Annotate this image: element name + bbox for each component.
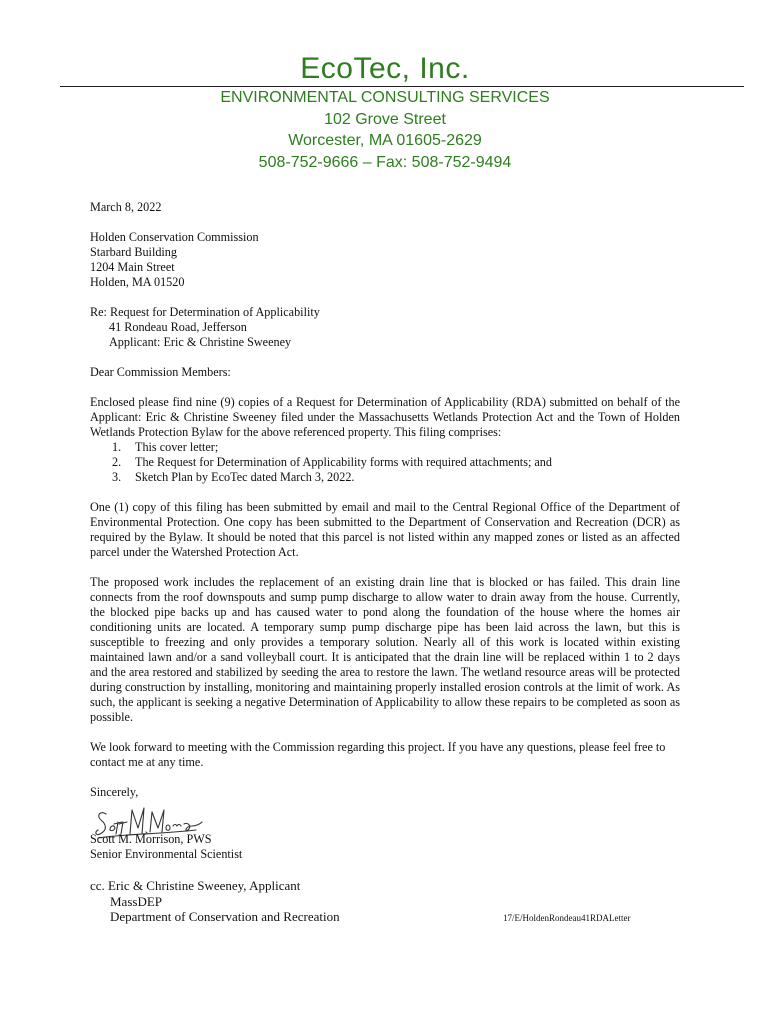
letterhead	[0, 52, 770, 86]
letter-body	[90, 200, 680, 800]
signer-block	[90, 832, 242, 862]
paragraph-proposed-work: The proposed work includes the replacement of an existing drain line that is blocked or has failed. This drain line connects from the roof downspouts and sump pump discharge to allow water to drain away from the house. Currently, the blocked pipe backs up and has caused water to pond along the foundation of the house where the homes air conditioning units are located. A temporary sump pump discharge pipe has been laid across the lawn, but this is susceptible to freezing and only provides a temporary solution. Nearly all of this work is located within existing maintained lawn and/or a sand volleyball court. It is anticipated that the drain line will be replaced within 1 to 2 days and the area restored and stabilized by seeding the area to restore the lawn. The wetland resource areas will be protected during construction by installing, monitoring and maintaining properly installed erosion controls at the limit of work. As such, the applicant is seeking a negative Determination of Applicability to allow these repairs to be completed as soon as possible.	[90, 575, 680, 724]
company-phone-fax: 508-752-9666 – Fax: 508-752-9494	[258, 153, 512, 171]
list-item	[90, 470, 680, 485]
paragraph-closing: We look forward to meeting with the Commission regarding this project. If you have any questions, please feel free to contact me at any time.	[90, 740, 666, 769]
re-block	[90, 305, 680, 350]
signer-title: Senior Environmental Scientist	[90, 847, 243, 861]
list-item-text: Sketch Plan by EcoTec dated March 3, 2022.	[135, 470, 355, 484]
cc-line: MassDEP	[110, 893, 163, 909]
recipient-line: Holden Conservation Commission	[90, 230, 259, 244]
re-property: 41 Rondeau Road, Jefferson	[109, 320, 247, 334]
signer-name: Scott M. Morrison, PWS	[90, 832, 212, 846]
list-item-number: 2.	[112, 455, 122, 469]
file-reference: 17/E/HoldenRondeau41RDALetter	[503, 913, 631, 923]
recipient-line: Holden, MA 01520	[90, 275, 185, 289]
complimentary-close: Sincerely,	[90, 785, 139, 799]
list-item-number: 1.	[112, 440, 122, 454]
letterhead-details	[0, 87, 770, 173]
list-item-text: This cover letter;	[135, 440, 219, 454]
letter-date: March 8, 2022	[90, 200, 162, 214]
paragraph-copies: One (1) copy of this filing has been submitted by email and mail to the Central Regional Office of the Department of Environmental Protection. One copy has been submitted to the Department of Conservation and Recreation (DCR) as required by the Bylaw. It should be noted that this parcel is not listed within any mapped zones or listed as an affected parcel under the Watershed Protection Act.	[90, 500, 680, 559]
re-subject: Re: Request for Determination of Applicability	[90, 305, 320, 319]
list-item-text: The Request for Determination of Applicability forms with required attachments; and	[135, 455, 552, 469]
company-city: Worcester, MA 01605-2629	[288, 132, 482, 149]
cc-line: cc. Eric & Christine Sweeney, Applicant	[90, 878, 301, 893]
list-item	[90, 455, 680, 470]
cc-block	[90, 878, 340, 925]
company-name: EcoTec, Inc.	[300, 52, 470, 85]
company-street: 102 Grove Street	[324, 110, 446, 128]
recipient-line: 1204 Main Street	[90, 260, 175, 274]
list-item	[90, 440, 680, 455]
cc-line: Department of Conservation and Recreation	[110, 909, 340, 924]
list-item-number: 3.	[112, 470, 122, 484]
company-tagline: ENVIRONMENTAL CONSULTING SERVICES	[220, 89, 550, 106]
filing-items-list	[90, 440, 680, 485]
salutation: Dear Commission Members:	[90, 365, 231, 379]
re-applicant: Applicant: Eric & Christine Sweeney	[109, 335, 292, 349]
paragraph-enclosure: Enclosed please find nine (9) copies of a Request for Determination of Applicability (RDA) submitted on behalf of the Applicant: Eric & Christine Sweeney filed under the Massachusetts Wetlands Protection Act and the Town of Holden Wetlands Protection Bylaw for the above referenced property. This filing comprises:	[90, 395, 680, 439]
recipient-address	[90, 230, 680, 290]
recipient-line: Starbard Building	[90, 245, 177, 259]
